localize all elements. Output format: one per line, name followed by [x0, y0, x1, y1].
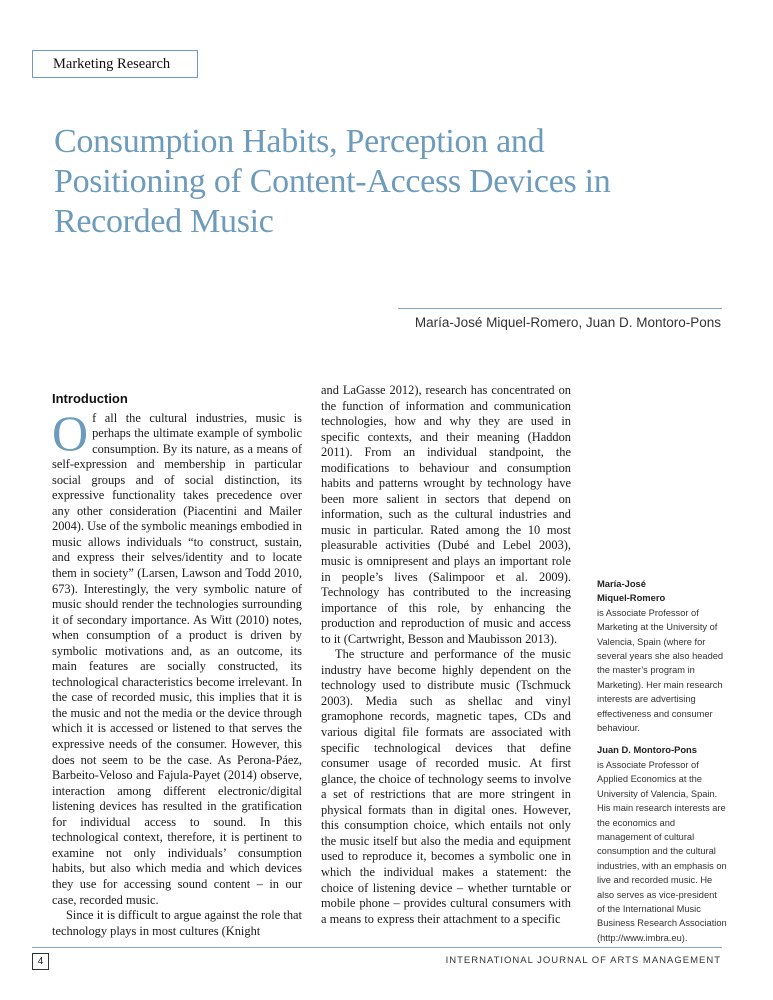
- author-bios: [597, 577, 727, 953]
- paragraph: The structure and performance of the music industry have become highly dependent on the technology used to distribute music (Tschmuck 2003). Media such as shellac and vinyl gramophone records, magnetic tapes, CDs and various digital file formats are associated with specific technological devices that define consumer usage of recorded music. At first glance, the choice of technology seems to involve a set of restrictions that are more stringent in physical formats than in digital ones. However, this consumption choice, which entails not only the music itself but also the media and equipment used to reproduce it, becomes a symbolic one in which the individual makes a statement: the choice of listening device – whether turntable or mobile phone – provides cultural consumers with a means to express their attachment to a specific: [321, 647, 571, 926]
- author-bio: [597, 743, 727, 945]
- article-title: Consumption Habits, Perception and Positioning of Content-Access Devices in Recorded Music: [54, 123, 611, 240]
- drop-cap: O: [52, 404, 89, 461]
- article-authors: María-José Miquel-Romero, Juan D. Montoro-Pons: [414, 315, 721, 330]
- text-column-1: [52, 391, 302, 939]
- section-label: Marketing Research: [32, 50, 198, 78]
- page-number: 4: [32, 953, 49, 970]
- footer-divider: [32, 947, 722, 948]
- author-divider: [398, 308, 722, 309]
- bio-name: María-José Miquel-Romero: [597, 578, 666, 604]
- paragraph: [52, 404, 302, 909]
- author-bio: [597, 577, 727, 735]
- bio-name: Juan D. Montoro-Pons: [597, 744, 697, 756]
- text-column-2: [321, 383, 571, 927]
- paragraph: and LaGasse 2012), research has concentrated on the function of information and communication technologies, how and why they are used in specific contexts, and their meaning (Haddon 2011). From an individual standpoint, the modifications to behaviour and consumption habits and patterns wrought by technology have been more salient in sectors that depend on information, such as the cultural industries and music in particular. Rated among the 10 most pleasurable activities (Dubé and Lebel 2003), music is omnipresent and plays an important role in people’s lives (Salimpoor et al. 2009). Technology has contributed to the increasing importance of this role, by enhancing the production and reproduction of music and access to it (Cartwright, Besson and Maubisson 2013).: [321, 383, 571, 646]
- paragraph: Since it is difficult to argue against the role that technology plays in most cultures (Knight: [52, 908, 302, 938]
- introduction-heading: Introduction: [52, 391, 128, 406]
- journal-name: INTERNATIONAL JOURNAL OF ARTS MANAGEMENT: [445, 955, 721, 966]
- bio-text: is Associate Professor of Marketing at the University of Valencia, Spain (where for several years she also headed the master’s program in Marketing). Her main research interests are advertising effectiveness and consumer behaviour.: [597, 607, 724, 734]
- bio-text: is Associate Professor of Applied Economics at the University of Valencia, Spain. His main research interests are the economics and management of cultural consumption and the cultural industries, with an emphasis on live and recorded music. He also serves as vice-president of the International Music Business Research Association (http://www.imbra.eu).: [597, 759, 727, 943]
- paragraph-text: f all the cultural industries, music is perhaps the ultimate example of symbolic consumption. By its nature, as a means of self-expression and membership in particular social groups and of social distinction, its expressive functionality takes precedence over any other consideration (Piacentini and Mailer 2004). Use of the symbolic meanings embodied in music allows individuals “to construct, sustain, and express their selves/identity and to locate them in society” (Larsen, Lawson and Todd 2010, 673). Interestingly, the very symbolic nature of music should render the technologies surrounding it of secondary importance. As Witt (2010) notes, when consumption of a product is driven by symbolic motivations and, as an outcome, its main features are socially constructed, its technological characteristics become irrelevant. In the case of recorded music, this implies that it is the music and not the media or the device through which it is accessed or listened to that serves the expressive needs of the consumer. However, this does not seem to be the case. As Perona-Páez, Barbeito-Veloso and Fajula-Payet (2014) observe, interaction among different electronic/digital listening devices has resulted in the gratification for individual access to sound. In this technological context, therefore, it is pertinent to examine not only individuals’ consumption habits, but also which media and which devices they use for accessing sound content – in our case, recorded music.: [52, 410, 302, 907]
